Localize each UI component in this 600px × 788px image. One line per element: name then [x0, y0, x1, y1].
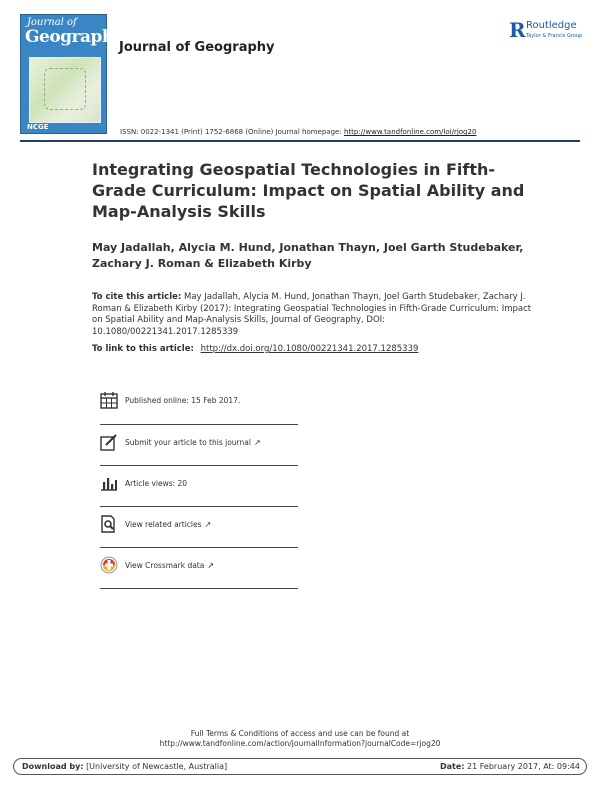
article-link-label: To link to this article:	[92, 344, 194, 354]
issn-line	[120, 128, 476, 136]
journal-name: Journal of Geography	[119, 40, 275, 55]
published-date: Published online: 15 Feb 2017.	[125, 396, 241, 405]
document-search-icon	[100, 515, 118, 533]
crossmark-link[interactable]	[125, 561, 214, 570]
publisher-name: Routledge	[526, 20, 577, 31]
submit-article-link[interactable]	[125, 438, 261, 447]
publisher-sub: Taylor & Francis Group	[526, 33, 583, 39]
header-divider	[20, 140, 580, 142]
terms-url[interactable]: http://www.tandfonline.com/action/journalInformation?journalCode=rjog20	[159, 739, 441, 748]
cover-title-line1: Journal of	[27, 17, 77, 28]
citation-text: May Jadallah, Alycia M. Hund, Jonathan Thayn, Joel Garth Studebaker, Zachary J. Roman & Elizabeth Kirby (2017): Integrating Geospatial Technologies in Fifth-Grade Curriculum: Impact on Spatial Ability and Map-Analysis Skills, Journal of Geography, DOI: 10.1080/00221341.2017.1285339	[92, 292, 532, 337]
citation-block	[92, 292, 532, 338]
bar-chart-icon	[100, 474, 118, 492]
article-title: Integrating Geospatial Technologies in Fifth-Grade Curriculum: Impact on Spatial Ability and Map-Analysis Skills	[92, 160, 525, 221]
cover-badge: NCGE	[27, 123, 49, 131]
issn-text: ISSN: 0022-1341 (Print) 1752-6868 (Online) Journal homepage:	[120, 128, 342, 136]
authors-line-1: May Jadallah, Alycia M. Hund, Jonathan Thayn, Joel Garth Studebaker,	[92, 241, 524, 254]
related-row[interactable]	[100, 506, 298, 547]
published-row	[100, 382, 298, 423]
article-link-line	[92, 344, 418, 354]
article-views: Article views: 20	[125, 479, 188, 488]
date-value: 21 February 2017, At: 09:44	[467, 762, 580, 771]
routledge-logo	[509, 18, 581, 44]
date-label: Date:	[440, 762, 465, 771]
submit-row[interactable]	[100, 424, 298, 465]
crossmark-row[interactable]	[100, 547, 298, 588]
external-link-icon: ↗	[207, 561, 215, 570]
downloaded-value: [University of Newcastle, Australia]	[86, 762, 228, 771]
meta-divider-5	[100, 588, 298, 589]
article-doi-link[interactable]: http://dx.doi.org/10.1080/00221341.2017.1285339	[200, 344, 419, 354]
terms-line: Full Terms & Conditions of access and use can be found at	[190, 729, 410, 738]
download-date	[440, 762, 580, 771]
journal-cover	[20, 14, 124, 134]
related-articles-link[interactable]	[125, 520, 211, 529]
cover-map-image	[29, 57, 101, 123]
crossmark-label: View Crossmark data	[125, 561, 205, 570]
external-link-icon: ↗	[204, 520, 212, 529]
cover-title-line2: Geography	[25, 27, 124, 47]
views-row	[100, 465, 298, 506]
downloaded-label: Download by:	[22, 762, 84, 771]
downloaded-by	[22, 762, 227, 771]
article-authors	[92, 240, 532, 272]
edit-icon	[100, 433, 118, 451]
routledge-r-icon: R	[509, 18, 526, 42]
journal-homepage-link[interactable]: http://www.tandfonline.com/loi/rjog20	[343, 128, 477, 136]
authors-line-2: Zachary J. Roman & Elizabeth Kirby	[92, 257, 312, 270]
related-label: View related articles	[125, 520, 202, 529]
crossmark-icon	[100, 556, 118, 574]
calendar-icon	[100, 391, 118, 409]
citation-label: To cite this article:	[92, 292, 182, 302]
external-link-icon: ↗	[253, 438, 261, 447]
submit-label: Submit your article to this journal	[125, 438, 251, 447]
